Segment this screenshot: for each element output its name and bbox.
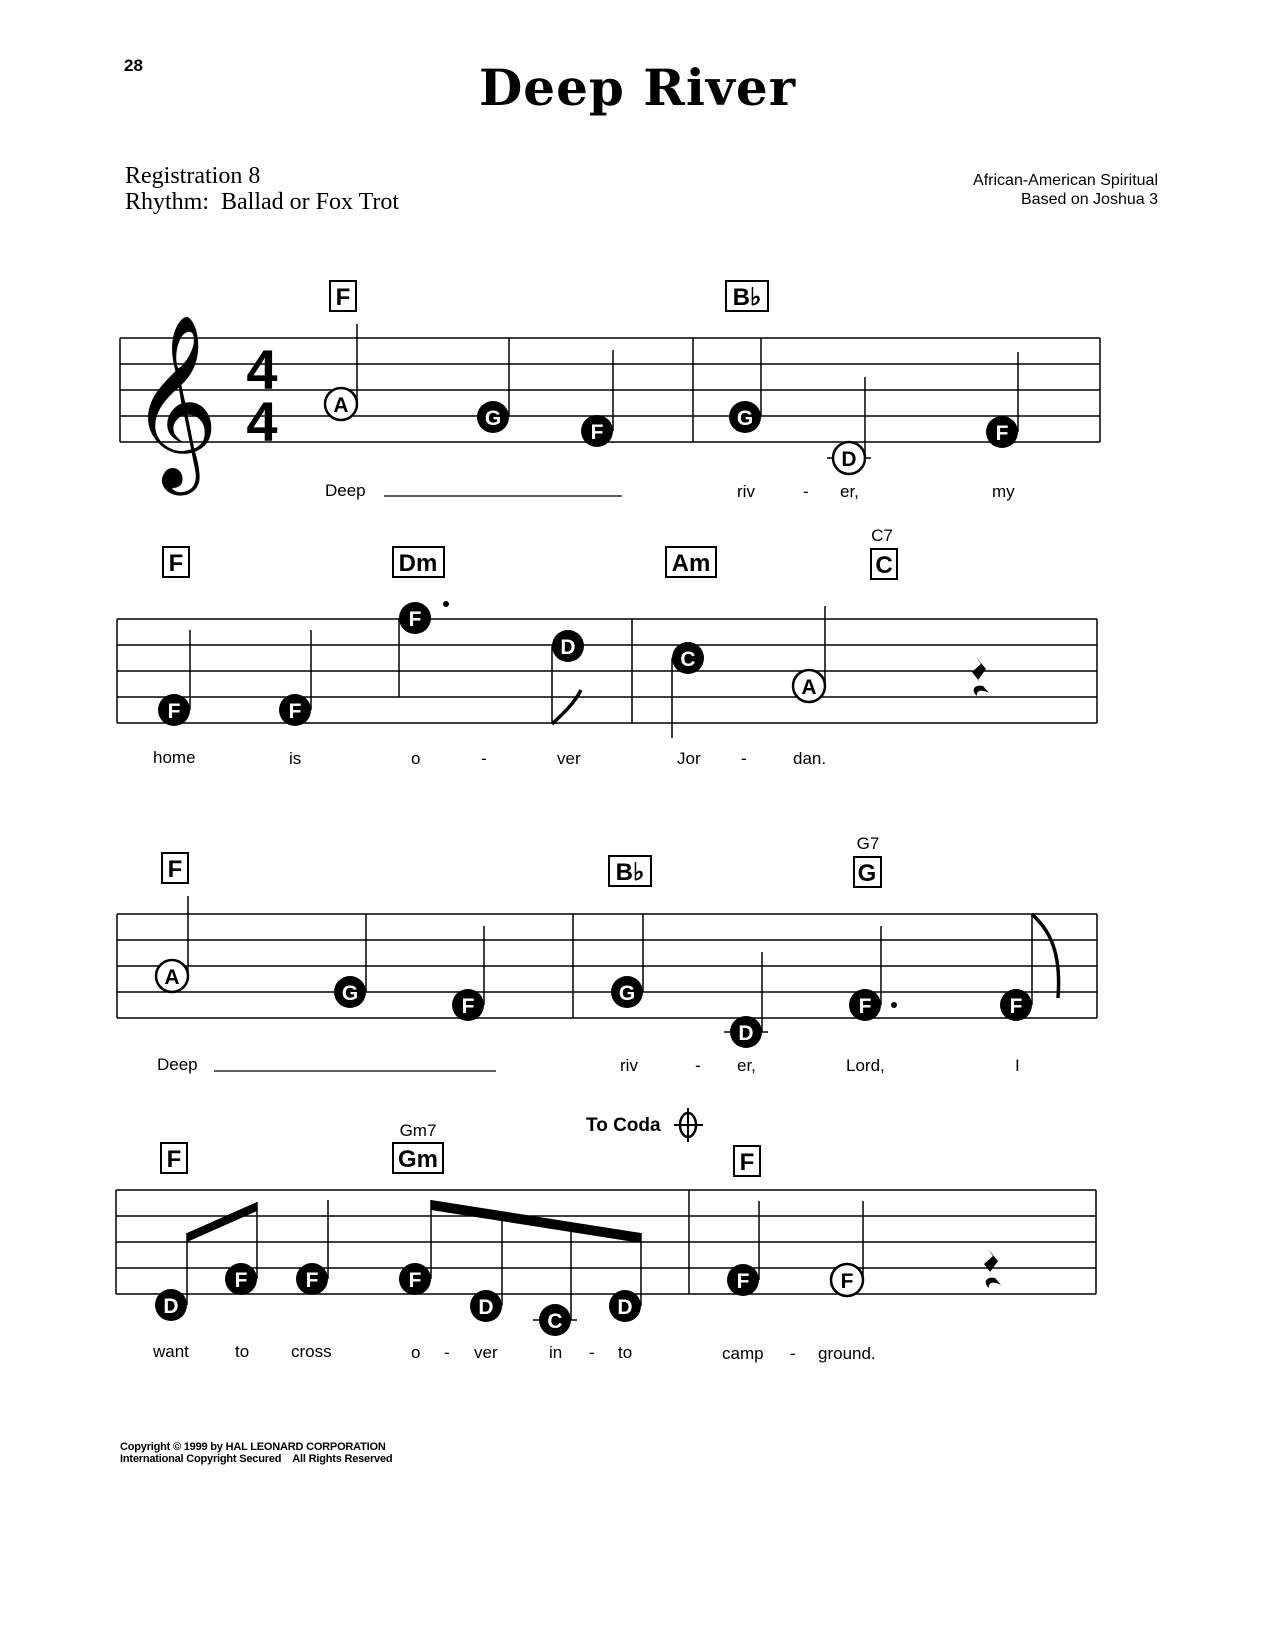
lyric: riv: [620, 1056, 638, 1075]
lyric: ver: [474, 1343, 498, 1362]
svg-text:G: G: [341, 982, 359, 1005]
lyric: Lord,: [846, 1056, 885, 1075]
svg-text:Am: Am: [671, 550, 711, 577]
lyric: cross: [291, 1342, 332, 1361]
svg-text:F: F: [590, 421, 604, 444]
lyric: Jor: [677, 749, 701, 768]
note: [672, 642, 704, 674]
svg-text:F: F: [167, 856, 183, 883]
chord-box: [871, 549, 897, 579]
lyric: riv: [737, 482, 755, 501]
svg-text:F: F: [736, 1270, 750, 1293]
note: [296, 1263, 328, 1295]
lyric: -: [790, 1344, 796, 1363]
note: [155, 1289, 187, 1321]
lyric: home: [153, 748, 196, 767]
note: [986, 416, 1018, 448]
svg-text:F: F: [234, 1269, 248, 1292]
svg-text:F: F: [408, 1269, 422, 1292]
chord-box: [854, 857, 881, 887]
note: [849, 989, 897, 1021]
chord-box: [330, 281, 356, 311]
svg-text:F: F: [168, 550, 184, 577]
lyric: ground.: [818, 1344, 876, 1363]
note: [225, 1263, 257, 1295]
quarter-rest-icon: [972, 657, 989, 696]
lyric: -: [695, 1056, 701, 1075]
svg-text:C: C: [875, 552, 893, 579]
chord-box: [162, 853, 188, 883]
chord-box: [609, 856, 651, 886]
svg-text:D: D: [478, 1296, 494, 1319]
song-title: Deep River: [478, 58, 797, 117]
treble-clef-icon: 𝄞: [130, 316, 219, 484]
note: [1000, 989, 1032, 1021]
time-sig-top: 4: [246, 338, 278, 401]
svg-text:B♭: B♭: [732, 284, 762, 311]
note: [325, 388, 357, 420]
chord-box: [726, 281, 768, 311]
lyric: to: [235, 1342, 250, 1361]
system-1: [120, 281, 1100, 501]
svg-text:C: C: [547, 1310, 563, 1333]
svg-text:F: F: [408, 608, 422, 631]
attribution-line2: Based on Joshua 3: [1021, 191, 1158, 208]
note: [477, 401, 509, 433]
lyric: -: [444, 1343, 450, 1362]
lyric: in: [549, 1343, 563, 1362]
svg-text:B♭: B♭: [615, 859, 645, 886]
lyric: to: [618, 1343, 633, 1362]
svg-text:F: F: [858, 995, 872, 1018]
lyric: is: [289, 749, 302, 768]
svg-text:G: G: [484, 407, 502, 430]
lyric: er,: [840, 482, 859, 501]
chord-name-above: Gm7: [399, 1121, 437, 1140]
svg-text:G: G: [618, 982, 636, 1005]
note: [727, 1264, 759, 1296]
system-2: [117, 526, 1097, 768]
chord-name-above: G7: [856, 834, 880, 853]
svg-text:F: F: [739, 1149, 755, 1176]
chord-box: [666, 547, 716, 577]
copyright-line1: Copyright © 1999 by HAL LEONARD CORPORATION: [120, 1441, 386, 1453]
svg-text:F: F: [335, 284, 351, 311]
svg-text:F: F: [1009, 995, 1023, 1018]
attribution-line1: African-American Spiritual: [973, 172, 1158, 189]
svg-text:F: F: [167, 700, 181, 723]
registration: Registration 8: [125, 163, 261, 189]
lyric: Deep: [325, 481, 366, 500]
svg-text:F: F: [166, 1146, 182, 1173]
note: [452, 989, 484, 1021]
note: [609, 1290, 641, 1322]
chord-name-above: C7: [871, 526, 893, 545]
note: [729, 401, 761, 433]
lyric: o: [411, 1343, 421, 1362]
chord-box: [393, 547, 444, 577]
svg-text:C: C: [680, 648, 696, 671]
note: [399, 601, 449, 634]
chord-box: [734, 1146, 760, 1176]
svg-text:Dm: Dm: [398, 550, 438, 577]
lyric: -: [803, 482, 809, 501]
note: [399, 1263, 431, 1295]
note: [156, 960, 188, 992]
svg-text:D: D: [560, 636, 576, 659]
to-coda: To Coda: [586, 1115, 661, 1136]
coda-icon: [674, 1108, 703, 1142]
lyric: my: [992, 482, 1015, 501]
svg-text:F: F: [288, 700, 302, 723]
lyric: camp: [722, 1344, 764, 1363]
svg-text:D: D: [617, 1296, 633, 1319]
time-sig-bottom: 4: [246, 390, 278, 453]
note: [611, 976, 643, 1008]
svg-text:G: G: [736, 407, 754, 430]
svg-text:D: D: [163, 1295, 179, 1318]
note: [552, 630, 584, 662]
lyric: ver: [557, 749, 581, 768]
note: [158, 694, 190, 726]
note: [793, 670, 825, 702]
lyric: -: [741, 749, 747, 768]
lyric: dan.: [793, 749, 827, 768]
svg-text:D: D: [738, 1022, 754, 1045]
lyric: Deep: [157, 1055, 198, 1074]
svg-text:A: A: [801, 676, 817, 699]
svg-text:D: D: [841, 448, 857, 471]
lyric: -: [481, 749, 487, 768]
svg-text:F: F: [461, 995, 475, 1018]
chord-box: [163, 547, 189, 577]
note: [334, 976, 366, 1008]
rhythm: Rhythm: Ballad or Fox Trot: [125, 189, 400, 215]
svg-text:F: F: [995, 422, 1009, 445]
lyric: o: [411, 749, 421, 768]
note: [581, 415, 613, 447]
note: [831, 1264, 863, 1296]
svg-text:A: A: [333, 394, 349, 417]
lyric: want: [153, 1342, 189, 1361]
svg-text:F: F: [840, 1270, 854, 1293]
page-number: 28: [124, 56, 143, 75]
note: [470, 1290, 502, 1322]
copyright-line2: International Copyright Secured All Rights Reserved: [120, 1453, 393, 1465]
system-4: [116, 1108, 1096, 1363]
lyric: er,: [737, 1056, 756, 1075]
note: [279, 694, 311, 726]
lyric: I: [1015, 1056, 1020, 1075]
svg-text:A: A: [164, 966, 180, 989]
lyric: -: [589, 1343, 595, 1362]
chord-box: [161, 1143, 187, 1173]
svg-text:Gm: Gm: [397, 1146, 439, 1173]
chord-box: [393, 1143, 443, 1173]
svg-text:F: F: [305, 1269, 319, 1292]
system-3: [117, 834, 1097, 1075]
svg-text:G: G: [857, 860, 877, 887]
